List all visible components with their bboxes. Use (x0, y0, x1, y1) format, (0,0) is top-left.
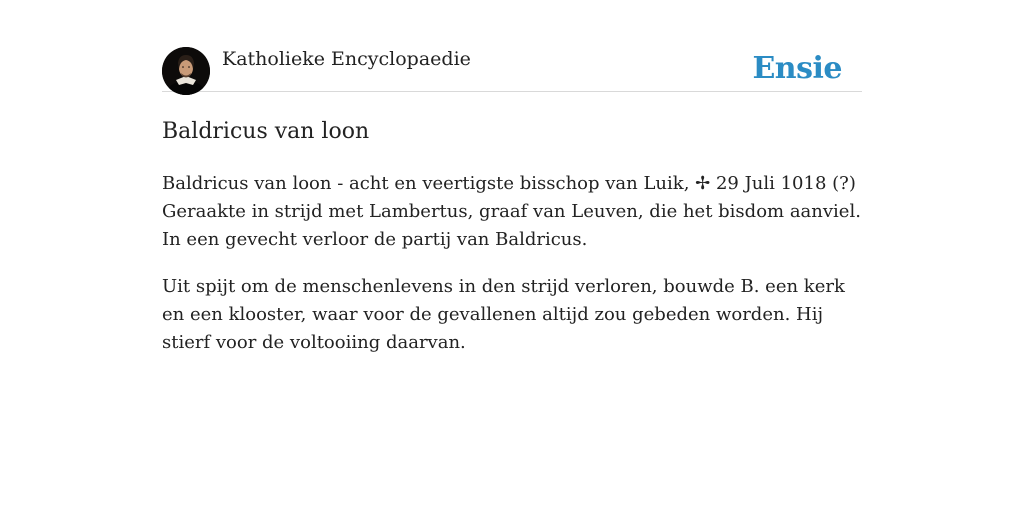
portrait-avatar-icon (162, 47, 210, 95)
article-paragraph: Uit spijt om de menschenlevens in den strijd verloren, bouwde B. een kerk en een klooster, waar voor de gevallenen altijd zou gebeden worden. Hij stierf voor de voltooiing daarvan. (162, 276, 845, 353)
ensie-logo-link[interactable]: Ensie (752, 51, 842, 86)
source-avatar[interactable] (162, 47, 210, 95)
source-title[interactable]: Katholieke Encyclopaedie (222, 48, 471, 70)
article-paragraph: Baldricus van loon - acht en veertigste bisschop van Luik, ✢ 29 Juli 1018 (?) Geraakte in strijd met Lambertus, graaf van Leuven, die het bisdom aanviel. In een gevecht verloor de partij van Baldricus. (162, 173, 861, 250)
page-container (162, 46, 862, 357)
page-title: Baldricus van loon (162, 119, 370, 144)
article-body (162, 170, 862, 357)
source-header (162, 46, 862, 92)
